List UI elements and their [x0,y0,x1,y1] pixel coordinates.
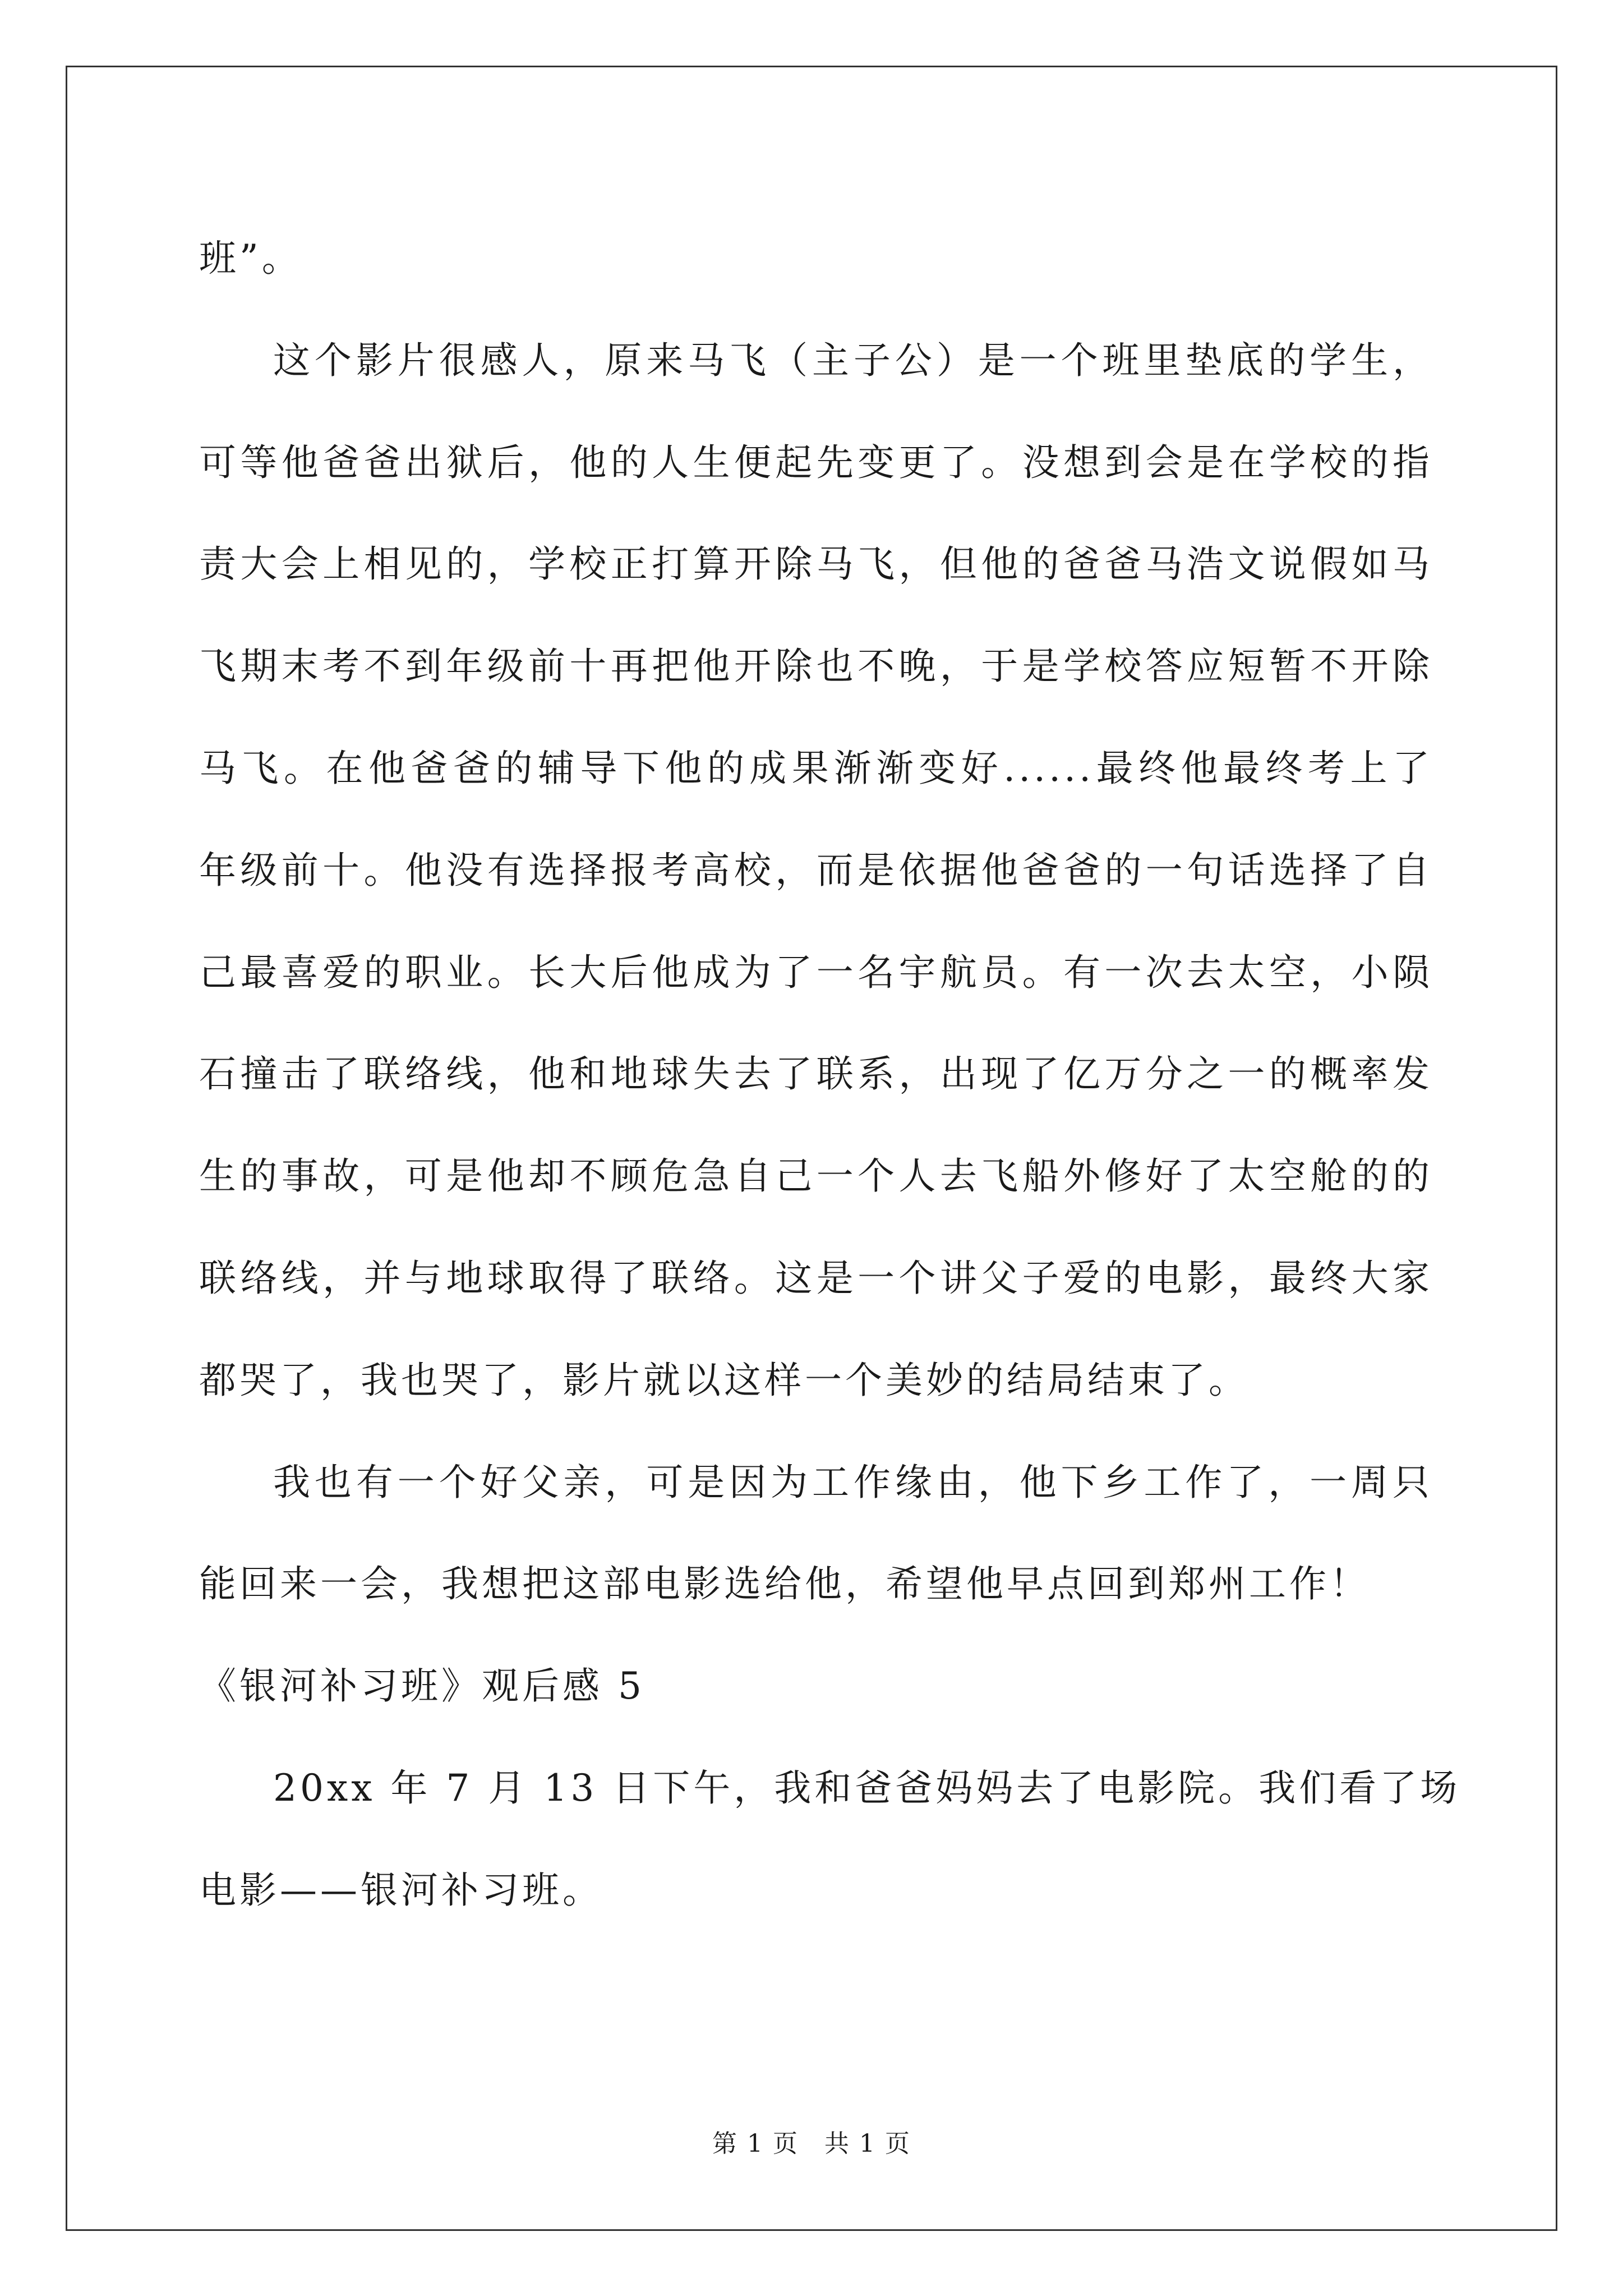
paragraph-line: 生的事故，可是他却不顾危急自己一个人去飞船外修好了太空舱的的 [199,1154,1433,1198]
document-body [199,208,1461,1941]
paragraph-line: 可等他爸爸出狱后，他的人生便起先变更了。没想到会是在学校的指 [199,440,1433,484]
paragraph-line: 都哭了，我也哭了，影片就以这样一个美妙的结局结束了。 [199,1358,1249,1402]
paragraph-line: 马飞。在他爸爸的辅导下他的成果渐渐变好......最终他最终考上了 [199,746,1433,790]
section-heading: 《银河补习班》观后感 5 [199,1664,645,1708]
paragraph-line: 能回来一会，我想把这部电影选给他，希望他早点回到郑州工作！ [199,1562,1370,1606]
paragraph-line: 电影——银河补习班。 [199,1868,603,1912]
paragraph-line: 年级前十。他没有选择报考高校，而是依据他爸爸的一句话选择了自 [199,848,1433,892]
paragraph-line: 这个影片很感人，原来马飞（主子公）是一个班里垫底的学生， [273,338,1433,382]
paragraph-line: 飞期末考不到年级前十再把他开除也不晚，于是学校答应短暂不开除 [199,645,1433,688]
paragraph-line: 联络线，并与地球取得了联络。这是一个讲父子爱的电影，最终大家 [199,1256,1433,1300]
page-number-footer: 第 1 页 共 1 页 [712,2129,911,2158]
paragraph-line: 班”。 [199,237,302,280]
paragraph-line: 石撞击了联络线，他和地球失去了联系，出现了亿万分之一的概率发 [199,1052,1433,1096]
paragraph-line: 我也有一个好父亲，可是因为工作缘由，他下乡工作了，一周只 [273,1460,1433,1504]
paragraph-line: 己最喜爱的职业。长大后他成为了一名宇航员。有一次去太空，小陨 [199,950,1433,994]
paragraph-line: 责大会上相见的，学校正打算开除马飞，但他的爸爸马浩文说假如马 [199,542,1433,586]
paragraph-line: 20xx 年 7 月 13 日下午，我和爸爸妈妈去了电影院。我们看了场 [273,1766,1461,1810]
